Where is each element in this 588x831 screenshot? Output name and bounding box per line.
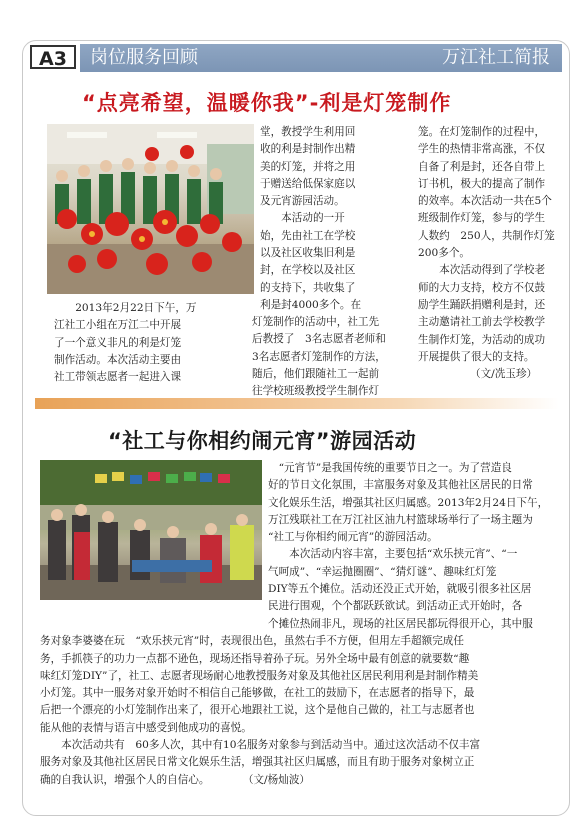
text-line: 后教授了 3名志愿者老师和 <box>252 333 386 346</box>
article2-right-column <box>268 460 552 616</box>
text-line: 以及社区收集旧利是 <box>260 247 356 260</box>
text-line: 自备了利是封，还各自带上 <box>418 160 546 173</box>
text-line: 本活动的一开 <box>260 212 345 225</box>
text-line: 笼。在灯笼制作的过程中， <box>418 126 546 138</box>
text-line: 江社工小组在万江二中开展 <box>54 319 182 332</box>
text-line: 人数约 250人，共制作灯笼 <box>418 229 555 242</box>
text-line: 班级制作灯笼，参与的学生 <box>418 212 546 225</box>
article2-author: （文/杨灿波） <box>242 773 311 786</box>
closing-line <box>40 772 555 789</box>
article2-title: “社工与你相约闹元宵”游园活动 <box>108 429 417 453</box>
section-divider <box>35 398 559 409</box>
text-line: 生制作灯笼，为活动的成功 <box>418 333 546 346</box>
text-line: 的支持下，共收集了 <box>260 281 356 294</box>
publication-title: 万江社工简报 <box>442 47 550 68</box>
text-line: 灯笼制作的活动中，社工先 <box>252 316 380 328</box>
text-line: 小灯笼。其中一服务对象开始时不相信自己能够做，在社工的鼓励下，在志愿者的指导下，最 <box>40 687 475 700</box>
text-line: 确的自我认识，增强个人的自信心。 <box>40 773 210 786</box>
text-line: “社工与你相约闹元宵”的游园活动。 <box>268 531 438 544</box>
text-line: 的效率。本次活动一共在5个 <box>418 195 552 208</box>
text-line: 封，在学校以及社区 <box>260 264 356 277</box>
text-line: 本次活动内容丰富，主要包括“欢乐挟元宵”、“一 <box>268 548 518 561</box>
text-line: 好的节日文化氛围，丰富服务对象及其他社区居民的日常 <box>268 479 533 492</box>
text-line: 于赠送给低保家庭以 <box>260 177 356 190</box>
text-line: 务对象李婆婆在玩 “欢乐挟元宵”时，表现很出色，虽然右手不方便，但用左手超额完成任 <box>40 635 464 648</box>
text-line: 堂，教授学生利用回 <box>260 126 356 138</box>
text-line: 往学校班级教授学生制作灯 <box>252 385 380 398</box>
text-line: 社工带领志愿者一起进入课 <box>54 371 182 384</box>
text-line: “元宵节”是我国传统的重要节日之一。为了营造良 <box>268 462 512 474</box>
article1-middle-column <box>260 124 402 314</box>
text-line: 开展提供了很大的支持。 <box>418 350 535 363</box>
text-line: 万江残联社工在万江社区油九村篮球场举行了一场主题为 <box>268 513 533 526</box>
text-line: 随后，他们跟随社工一起前 <box>252 367 380 380</box>
text-line: 美的灯笼，并将之用 <box>260 160 356 173</box>
text-line: 及元宵游园活动。 <box>260 195 345 208</box>
text-line: 本次活动共有 60多人次，其中有10名服务对象参与到活动当中。通过这次活动不仅丰富 <box>40 739 481 752</box>
page-number-label: A3 <box>30 45 76 69</box>
text-line: 始，先由社工在学校 <box>260 229 356 242</box>
header-bar <box>80 44 562 72</box>
text-line: 3名志愿者灯笼制作的方法， <box>252 350 386 363</box>
article1-author: （文/冼玉珍） <box>470 368 538 380</box>
text-line: 气呵成”、“幸运抛圈圈”、“猜灯谜”、趣味红灯笼 <box>268 565 497 578</box>
text-line: 主动邀请社工前去学校教学 <box>418 316 546 329</box>
text-line: 利是封4000多个。在 <box>260 298 362 311</box>
text-line: 学生的热情非常高涨，不仅 <box>418 143 546 156</box>
text-line: 200多个。 <box>418 247 471 260</box>
page-header <box>22 44 570 72</box>
text-line: 订书机，极大的提高了制作 <box>418 177 546 190</box>
text-line: 2013年2月22日下午，万 <box>75 302 197 314</box>
article1-photo <box>47 124 254 294</box>
text-line: 师的大力支持，校方不仅鼓 <box>418 281 546 294</box>
text-line: 能从他的表情与语言中感受到他成功的喜悦。 <box>40 721 252 734</box>
article1-middle-column-lower <box>252 314 412 400</box>
text-line: 文化娱乐生活，增强其社区归属感。2013年2月24日下午， <box>268 496 549 509</box>
article1-title: “点亮希望，温暖你我”-利是灯笼制作 <box>82 91 452 115</box>
article2-photo <box>40 460 262 600</box>
text-line: 后把一个漂亮的小灯笼制作出来了，很开心地跟社工说，这个是他自己做的，社工与志愿者也 <box>40 704 475 717</box>
text-line: 了一个意义非凡的利是灯笼 <box>54 336 182 349</box>
lantern-group-image <box>47 124 254 294</box>
article2-full-width-text <box>40 616 555 789</box>
text-line: 收的利是封制作出精 <box>260 143 356 156</box>
text-line: DIY等五个摊位。活动还没正式开始，就吸引很多社区居 <box>268 583 532 596</box>
article1-right-column <box>418 124 568 366</box>
text-line: 励学生踊跃捐赠利是封，还 <box>418 298 546 311</box>
text-line: 本次活动得到了学校老 <box>418 264 546 277</box>
article1-left-paragraph <box>54 300 254 386</box>
text-line: 个摊位热闹非凡，现场的社区居民都玩得很开心，其中服 <box>268 618 533 630</box>
section-title: 岗位服务回顾 <box>90 47 198 68</box>
text-line: 味红灯笼DIY”了，社工、志愿者现场耐心地教授服务对象及其他社区居民利用利是封制作精美 <box>40 669 479 682</box>
text-line: 制作活动。本次活动主要由 <box>54 353 182 366</box>
text-line: 务，手抓筷子的功力一点都不逊色，现场还指导着孙子玩。另外全场中最有创意的就要数“趣 <box>40 652 470 665</box>
festival-booth-image <box>40 460 262 600</box>
text-line: 服务对象及其他社区居民日常文化娱乐生活，增强其社区归属感，而且有助于服务对象树立正 <box>40 756 475 769</box>
text-line: 民进行围观，个个都跃跃欲试。到活动正式开始时，各 <box>268 600 523 613</box>
